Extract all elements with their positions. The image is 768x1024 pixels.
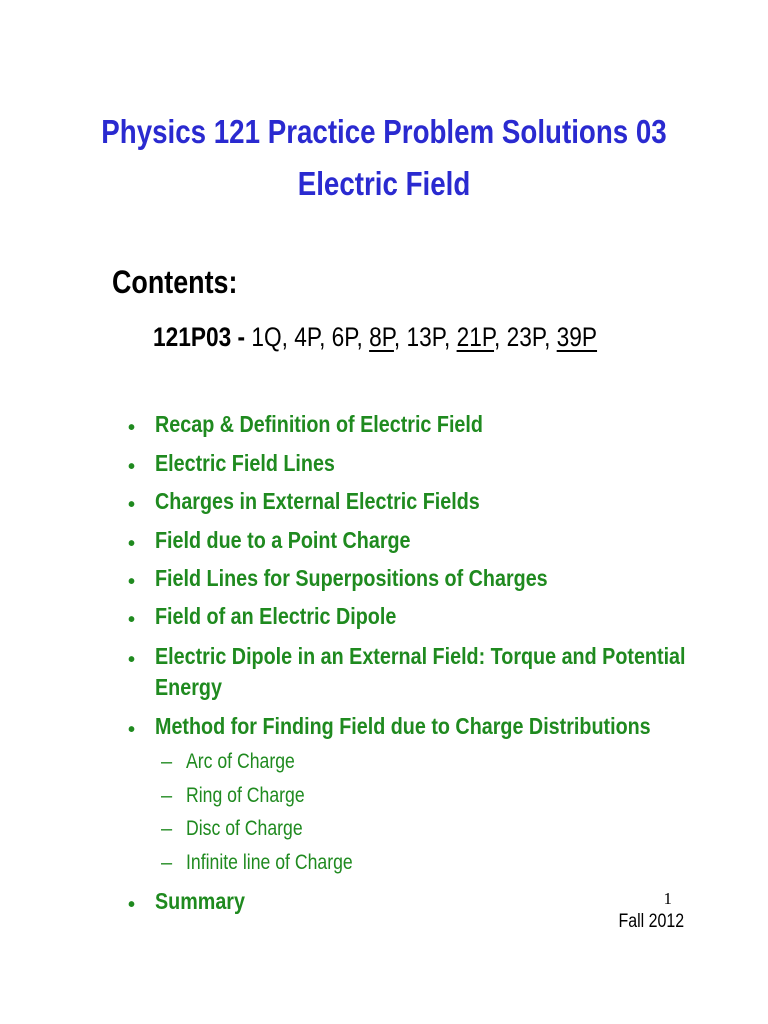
problem-item: 1Q — [251, 322, 282, 352]
problem-items: 1Q, 4P, 6P, 8P, 13P, 21P, 23P, 39P — [251, 322, 598, 352]
footer-date: Fall 2012 — [618, 911, 684, 932]
problem-item: 13P — [406, 322, 444, 352]
bullet-icon: • — [128, 649, 136, 671]
topic-item: Field Lines for Superpositions of Charges — [155, 565, 548, 591]
bullet-icon: • — [128, 609, 136, 631]
bullet-icon: • — [128, 571, 136, 593]
problem-item: 39P — [556, 322, 598, 352]
topic-item: Recap & Definition of Electric Field — [155, 411, 483, 437]
problem-list — [153, 322, 597, 353]
problem-item: 6P — [331, 322, 357, 352]
contents-heading: Contents: — [112, 264, 238, 300]
problem-item: 21P — [456, 322, 495, 352]
topic-item: Electric Field Lines — [155, 450, 335, 476]
topic-item: Method for Finding Field due to Charge Distributions — [155, 713, 651, 739]
dash-icon: – — [161, 852, 173, 874]
page-title-line-1: Physics 121 Practice Problem Solutions 03 — [101, 113, 667, 150]
problem-item: 8P — [369, 322, 394, 352]
topic-item: Electric Dipole in an External Field: Torque and Potential — [155, 643, 686, 669]
topic-item: Summary — [155, 888, 245, 914]
bullet-icon: • — [128, 494, 136, 516]
topic-item: Field due to a Point Charge — [155, 527, 411, 553]
bullet-icon: • — [128, 417, 136, 439]
page-title-line-2: Electric Field — [297, 165, 471, 202]
dash-icon: – — [161, 785, 173, 807]
bullet-icon: • — [128, 456, 136, 478]
problem-item: 23P — [506, 322, 545, 352]
problem-item: 4P — [294, 322, 320, 352]
bullet-icon: • — [128, 533, 136, 555]
topic-item-continuation: Energy — [155, 674, 222, 700]
dash-icon: – — [161, 818, 173, 840]
subtopic-item: Infinite line of Charge — [186, 851, 353, 874]
page-number: 1 — [663, 889, 672, 908]
subtopic-item: Ring of Charge — [186, 784, 305, 807]
bullet-icon: • — [128, 719, 136, 741]
topic-item: Charges in External Electric Fields — [155, 488, 480, 514]
problem-set-code: 121P03 - — [153, 322, 246, 352]
bullet-icon: • — [128, 894, 136, 916]
subtopic-item: Arc of Charge — [186, 750, 295, 773]
subtopic-item: Disc of Charge — [186, 817, 303, 840]
dash-icon: – — [161, 751, 173, 773]
topic-item: Field of an Electric Dipole — [155, 603, 397, 629]
